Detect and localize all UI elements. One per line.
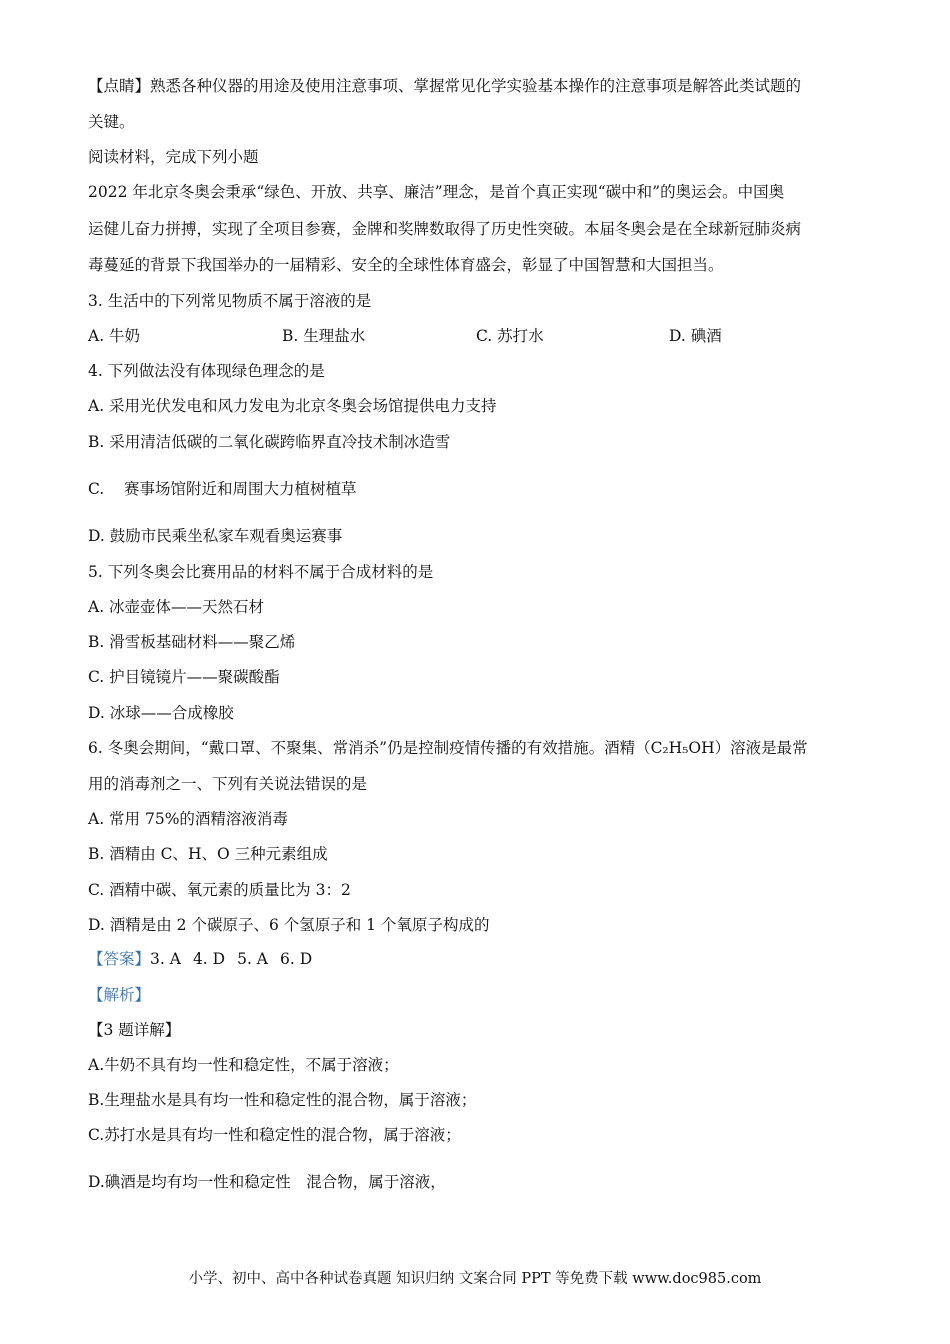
question-5-option-a: A. 冰壶壶体——天然石材 bbox=[88, 598, 265, 616]
question-4-option-b: B. 采用清洁低碳的二氧化碳跨临界直冷技术制冰造雪 bbox=[88, 433, 451, 451]
question-3-option-d: D. 碘酒 bbox=[669, 327, 722, 345]
question-6-option-b: B. 酒精由 C、H、O 三种元素组成 bbox=[88, 845, 328, 863]
question-3-option-a: A. 牛奶 bbox=[88, 327, 141, 345]
tip-line-2: 关键。 bbox=[88, 113, 135, 131]
detail-3-b: B.生理盐水是具有均一性和稳定性的混合物，属于溶液； bbox=[88, 1091, 477, 1109]
passage-line-2: 运健儿奋力拼搏，实现了全项目参赛，金牌和奖牌数取得了历史性突破。本届冬奥会是在全球新冠肺炎病 bbox=[88, 220, 802, 238]
passage-line-3: 毒蔓延的背景下我国举办的一届精彩、安全的全球性体育盛会，彰显了中国智慧和大国担当。 bbox=[88, 256, 724, 274]
question-6-option-a: A. 常用 75%的酒精溶液消毒 bbox=[88, 810, 288, 828]
question-6-option-c: C. 酒精中碳、氧元素的质量比为 3：2 bbox=[88, 881, 351, 899]
detail-3-c: C.苏打水是具有均一性和稳定性的混合物，属于溶液； bbox=[88, 1126, 461, 1144]
question-5-stem: 5. 下列冬奥会比赛用品的材料不属于合成材料的是 bbox=[88, 563, 434, 581]
answer-item: 5. A bbox=[237, 950, 269, 968]
tip-line-1: 【点睛】熟悉各种仪器的用途及使用注意事项、掌握常见化学实验基本操作的注意事项是解答此类试题的 bbox=[88, 77, 802, 95]
question-3-stem: 3. 生活中的下列常见物质不属于溶液的是 bbox=[88, 292, 372, 310]
question-4-stem: 4. 下列做法没有体现绿色理念的是 bbox=[88, 362, 325, 380]
question-5-option-c: C. 护目镜镜片——聚碳酸酯 bbox=[88, 668, 280, 686]
question-6-option-d: D. 酒精是由 2 个碳原子、6 个氢原子和 1 个氧原子构成的 bbox=[88, 916, 490, 934]
question-4-option-a: A. 采用光伏发电和风力发电为北京冬奥会场馆提供电力支持 bbox=[88, 397, 497, 415]
answer-item: 4. D bbox=[192, 950, 226, 968]
question-6-stem-line-2: 用的消毒剂之一、下列有关说法错误的是 bbox=[88, 775, 368, 793]
reading-intro: 阅读材料，完成下列小题 bbox=[88, 148, 259, 166]
detail-3-a: A.牛奶不具有均一性和稳定性，不属于溶液； bbox=[88, 1056, 399, 1074]
detail-3-d: D.碘酒是均有均一性和稳定性 混合物，属于溶液， bbox=[88, 1173, 446, 1191]
question-4-option-c-letter: C. bbox=[88, 480, 105, 498]
answer-item: 3. A bbox=[150, 950, 181, 968]
detail-3-title: 【3 题详解】 bbox=[88, 1021, 181, 1039]
answer-item: 6. D bbox=[280, 950, 313, 968]
answer-line bbox=[88, 948, 878, 970]
passage-line-1: 2022 年北京冬奥会秉承“绿色、开放、共享、廉洁”理念，是首个真正实现“碳中和”的奥运会。中国奥 bbox=[88, 183, 785, 201]
page-footer: 小学、初中、高中各种试卷真题 知识归纳 文案合同 PPT 等免费下载 www.doc985.com bbox=[188, 1271, 762, 1287]
question-4-option-d: D. 鼓励市民乘坐私家车观看奥运赛事 bbox=[88, 527, 343, 545]
question-6-stem-line-1: 6. 冬奥会期间，“戴口罩、不聚集、常消杀”仍是控制疫情传播的有效措施。酒精（C₂H₅OH）溶液是最常 bbox=[88, 739, 808, 757]
analysis-label: 【解析】 bbox=[88, 986, 151, 1004]
answer-label: 【答案】 bbox=[88, 950, 151, 968]
question-3-option-b: B. 生理盐水 bbox=[282, 327, 366, 345]
question-5-option-b: B. 滑雪板基础材料——聚乙烯 bbox=[88, 633, 296, 651]
question-4-option-c-text: 赛事场馆附近和周围大力植树植草 bbox=[124, 480, 357, 498]
question-3-option-c: C. 苏打水 bbox=[476, 327, 544, 345]
question-5-option-d: D. 冰球——合成橡胶 bbox=[88, 704, 234, 722]
